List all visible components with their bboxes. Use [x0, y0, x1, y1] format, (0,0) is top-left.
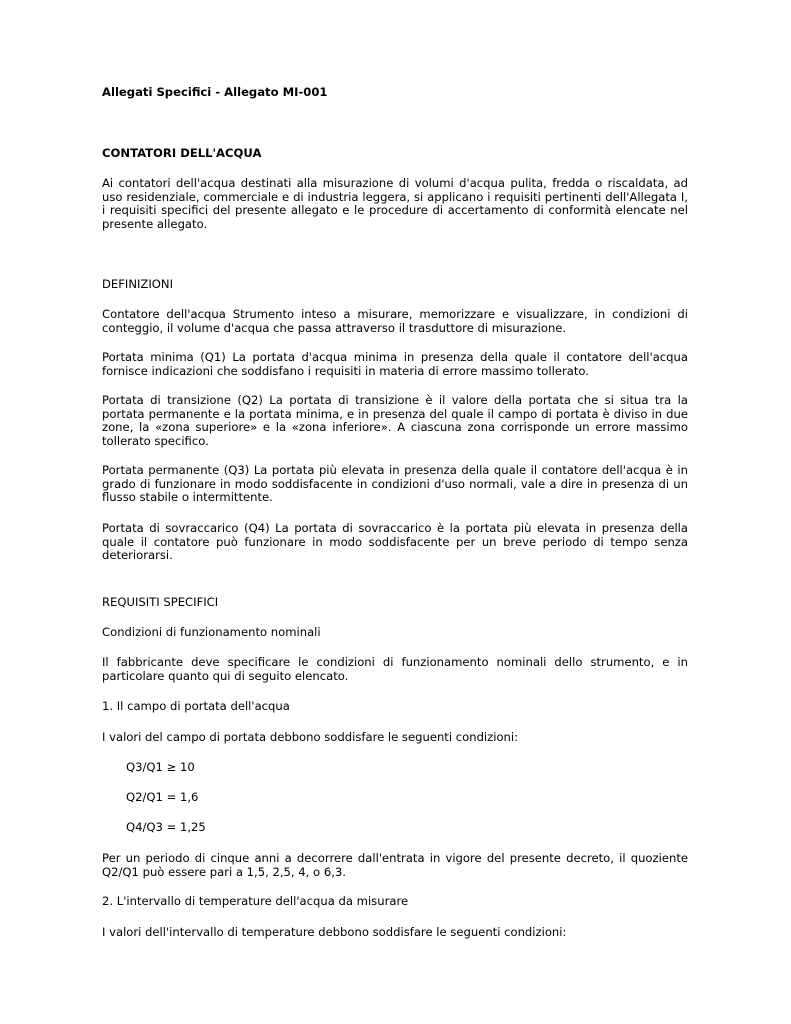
definition-q3: Portata permanente (Q3) La portata più elevata in presenza della quale il contatore dell'acqua è in grado di funzionare in modo soddisfacente in condizioni d'uso normali, vale a dire in presenza di un flusso stabile o intermittente. [102, 463, 688, 505]
definition-q1: Portata minima (Q1) La portata d'acqua minima in presenza della quale il contatore dell'acqua fornisce indicazioni che soddisfano i requisiti in materia di errore massimo tollerato. [102, 350, 688, 378]
requisiti-paragraph-1: Il fabbricante deve specificare le condizioni di funzionamento nominali dello strumento, e in particolare quanto qui di seguito elencato. [102, 655, 688, 683]
definition-contatore: Contatore dell'acqua Strumento inteso a misurare, memorizzare e visualizzare, in condizioni di conteggio, il volume d'acqua che passa attraverso il trasduttore di misurazione. [102, 307, 688, 335]
section-title: CONTATORI DELL'ACQUA [102, 146, 262, 160]
condition-q3-q1: Q3/Q1 ≥ 10 [126, 760, 195, 774]
document-title: Allegati Specifici - Allegato MI-001 [102, 85, 328, 99]
requisiti-heading: REQUISITI SPECIFICI [102, 595, 219, 609]
requisiti-paragraph-4: I valori dell'intervallo di temperature debbono soddisfare le seguenti condizioni: [102, 925, 567, 939]
condition-q4-q3: Q4/Q3 = 1,25 [126, 820, 206, 834]
definizioni-heading: DEFINIZIONI [102, 277, 174, 291]
definition-q2: Portata di transizione (Q2) La portata di transizione è il valore della portata che si situa tra la portata permanente e la portata minima, e in presenza del quale il campo di portata è diviso in due zone, la «zona superiore» e la «zona inferiore». A ciascuna zona corrisponde un errore massimo tollerato specifico. [102, 393, 688, 448]
condition-q2-q1: Q2/Q1 = 1,6 [126, 790, 199, 804]
requisiti-paragraph-3: Per un periodo di cinque anni a decorrere dall'entrata in vigore del presente decreto, il quoziente Q2/Q1 può essere pari a 1,5, 2,5, 4, o 6,3. [102, 851, 688, 879]
definition-q4: Portata di sovraccarico (Q4) La portata di sovraccarico è la portata più elevata in presenza della quale il contatore può funzionare in modo soddisfacente per un breve periodo di tempo senza deteriorarsi. [102, 521, 688, 563]
requisiti-paragraph-2: I valori del campo di portata debbono soddisfare le seguenti condizioni: [102, 730, 519, 744]
list-item-1: 1. Il campo di portata dell'acqua [102, 699, 290, 713]
intro-paragraph: Ai contatori dell'acqua destinati alla misurazione di volumi d'acqua pulita, fredda o riscaldata, ad uso residenziale, commerciale e di industria leggera, si applicano i requisiti pertinenti dell'Allegata I, i requisiti specifici del presente allegato e le procedure di accertamento di conformità elencate nel presente allegato. [102, 176, 688, 231]
list-item-2: 2. L'intervallo di temperature dell'acqua da misurare [102, 894, 409, 908]
requisiti-subheading: Condizioni di funzionamento nominali [102, 625, 321, 639]
